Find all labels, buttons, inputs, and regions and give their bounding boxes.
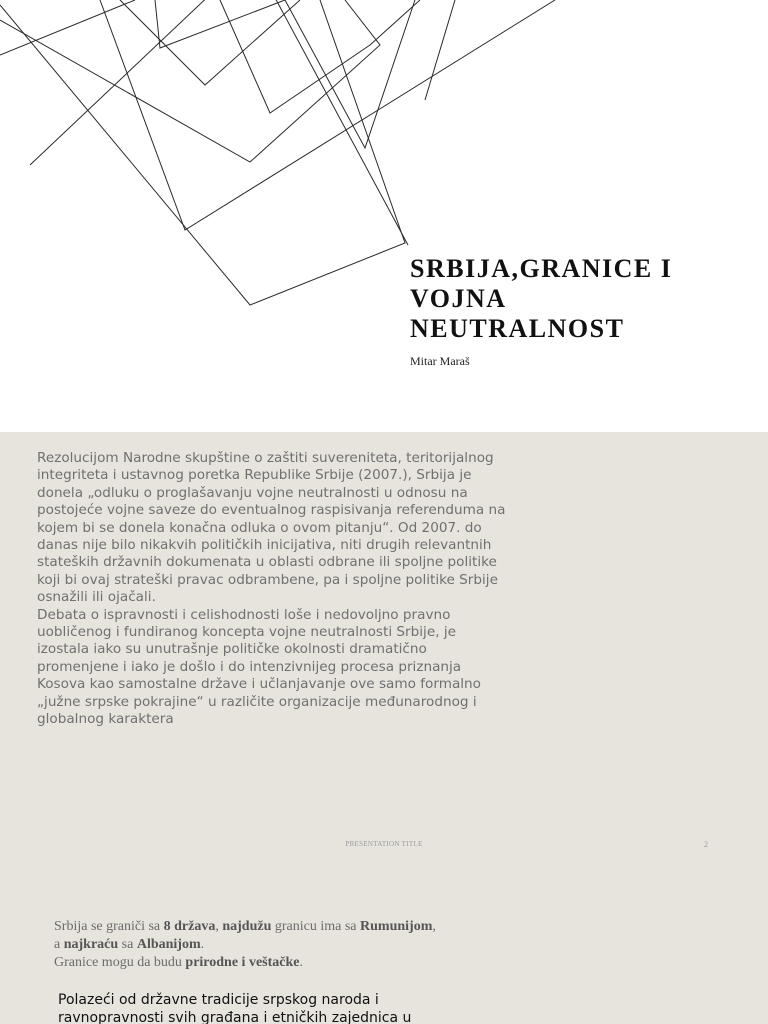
text-slide — [0, 432, 768, 864]
bold-run: prirodne i veštačke — [185, 955, 300, 970]
text-run: , — [432, 919, 436, 934]
borders-line-2 — [54, 936, 436, 954]
bold-run: najdužu — [222, 919, 272, 934]
body-text — [37, 450, 512, 729]
text-run: , — [215, 919, 223, 934]
title-line-2: VOJNA — [410, 284, 507, 313]
bold-run: Rumunijom — [360, 919, 433, 934]
author-name: Mitar Maraš — [410, 354, 470, 368]
paragraph-1: Rezolucijom Narodne skupštine o zaštiti suvereniteta, teritorijalnog integriteta i ustavnog poretka Republike Srbije (2007.), Srbija je donela „odluku o proglašavanju vojne neutralnosti u odnosu na postojeće vojne saveze do eventualnog raspisivanja referenduma na kojem bi se donela konačna odluka o ovom pitanju“. Od 2007. do danas nije bilo nikakvih političkih inicijativa, niti drugih relevantnih stateških državnih dokumenata u oblasti odbrane ili spoljne politike koji bi ovaj strateški pravac odbrambene, pa i spoljne politike Srbije osnažili ili ojačali. — [37, 450, 506, 606]
tradition-line-2: ravnopravnosti svih građana i etničkih zajednica u — [58, 1009, 412, 1024]
footer-presentation-title: PRESENTATION TITLE — [345, 840, 423, 848]
text-run: . — [299, 955, 303, 970]
bold-run: Albanijom — [136, 937, 201, 952]
tradition-text — [58, 992, 438, 1024]
page-number: 2 — [704, 840, 708, 849]
slide-title — [410, 254, 750, 344]
text-run: sa — [118, 937, 137, 952]
text-run: Srbija se graniči sa — [54, 919, 164, 934]
text-run: a — [54, 937, 64, 952]
text-run: Granice mogu da budu — [54, 955, 186, 970]
bold-run: najkraću — [63, 937, 119, 952]
borders-text — [54, 918, 436, 972]
title-line-1: SRBIJA,GRANICE I — [410, 254, 673, 283]
borders-line-1 — [54, 918, 436, 936]
paragraph-2: Debata o ispravnosti i celishodnosti loše i nedovoljno pravno uobličenog i fundiranog koncepta vojne neutralnosti Srbije, je izostala iako su unutrašnje političke okolnosti dramatično promenjene i iako je došlo i do intenzivnijeg procesa priznanja — [37, 606, 462, 675]
title-slide — [0, 0, 768, 432]
title-line-3: NEUTRALNOST — [410, 314, 625, 343]
borders-line-3 — [54, 954, 436, 972]
paragraph-3: Kosova kao samostalne države i učlanjavanje ove samo formalno „južne srpske pokrajine“ u različite organizacije međunarodnog i globalnog karaktera — [37, 676, 481, 728]
tradition-line-1: Polazeći od državne tradicije srpskog naroda i — [58, 992, 379, 1008]
borders-slide — [0, 864, 768, 1024]
bold-run: 8 država — [163, 919, 216, 934]
text-run: . — [200, 937, 205, 952]
text-run: granicu ima sa — [271, 919, 361, 934]
